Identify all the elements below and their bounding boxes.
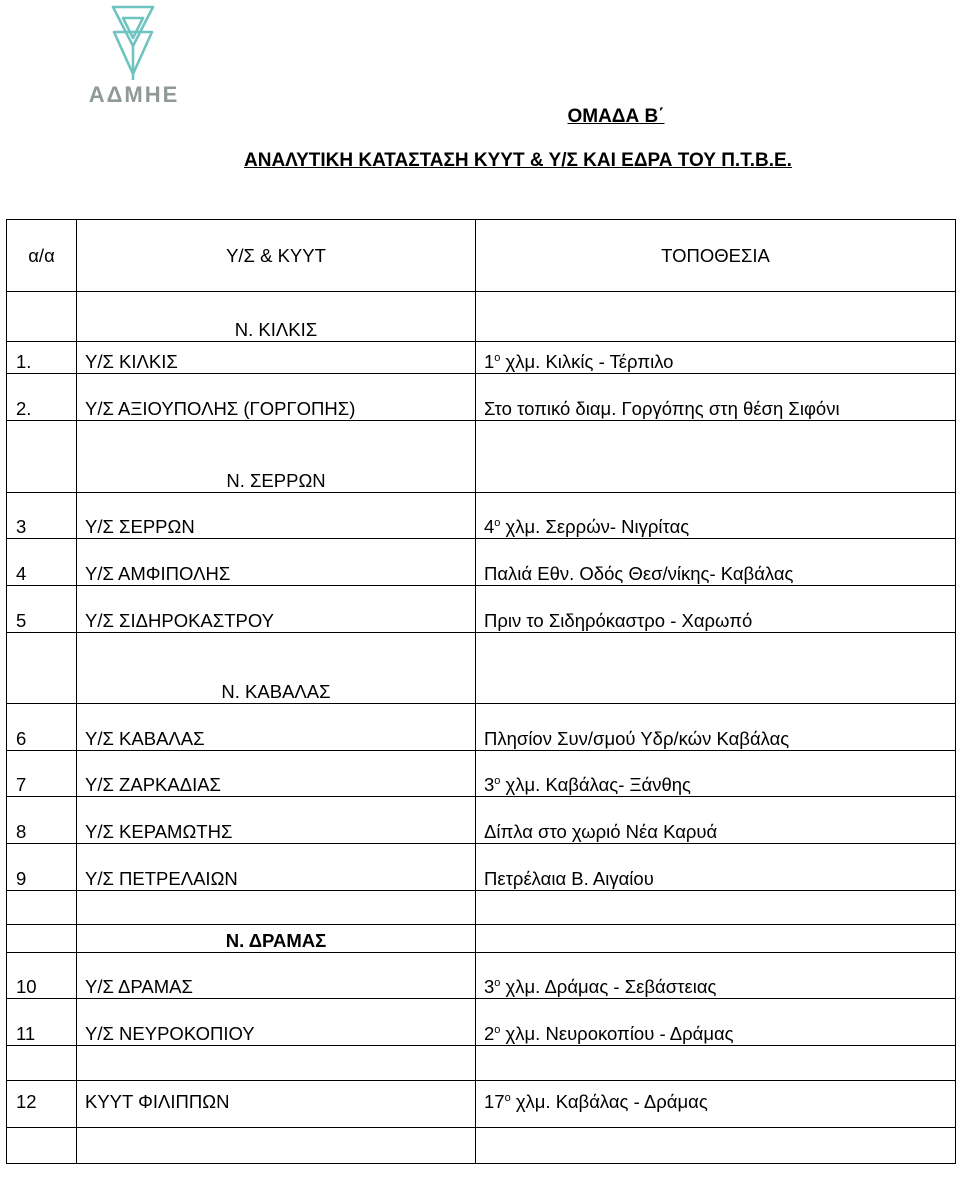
row-name: Υ/Σ ΔΡΑΜΑΣ [77, 953, 476, 999]
row-name: Υ/Σ ΚΙΛΚΙΣ [77, 342, 476, 374]
row-location: $3^o$ χλμ. Δράμας - Σεβάστειας [476, 953, 956, 999]
row-num: 6 [7, 704, 77, 751]
row-name: Υ/Σ ΑΜΦΙΠΟΛΗΣ [77, 539, 476, 586]
section-row-drama [7, 925, 956, 953]
table-row [7, 1081, 956, 1128]
logo-text: ΑΔΜΗΕ [88, 82, 180, 107]
table-row [7, 999, 956, 1046]
row-location: $1^o$ χλμ. Κιλκίς - Τέρπιλο [476, 342, 956, 374]
section-label: Ν. ΚΙΛΚΙΣ [77, 292, 476, 342]
row-location: Στο τοπικό διαμ. Γοργόπης στη θέση Σιφόνι [476, 374, 956, 421]
row-num: 2. [7, 374, 77, 421]
row-num: 12 [7, 1081, 77, 1128]
row-location: Πριν το Σιδηρόκαστρο - Χαρωπό [476, 586, 956, 633]
logo-mark-icon [110, 4, 156, 82]
table-row [7, 797, 956, 844]
row-num: 1. [7, 342, 77, 374]
row-name: Υ/Σ ΖΑΡΚΑΔΙΑΣ [77, 751, 476, 797]
section-label: Ν. ΣΕΡΡΩΝ [77, 421, 476, 493]
company-logo [82, 4, 186, 107]
row-name: Υ/Σ ΚΕΡΑΜΩΤΗΣ [77, 797, 476, 844]
row-num: 3 [7, 493, 77, 539]
row-location: Πλησίον Συν/σμού Υδρ/κών Καβάλας [476, 704, 956, 751]
page-title: ΟΜΑΔΑ Β΄ [567, 106, 665, 127]
table-row [7, 539, 956, 586]
page-subtitle: ΑΝΑΛΥΤΙΚΗ ΚΑΤΑΣΤΑΣΗ ΚΥΥΤ & Υ/Σ ΚΑΙ ΕΔΡΑ ΤΟΥ Π.Τ.Β.Ε. [244, 150, 792, 171]
section-label: Ν. ΚΑΒΑΛΑΣ [77, 633, 476, 704]
table-row [7, 751, 956, 797]
spacer-row [7, 891, 956, 925]
table-row [7, 586, 956, 633]
section-row-kilkis [7, 292, 956, 342]
table-row [7, 374, 956, 421]
header-name: Υ/Σ & ΚΥΥΤ [77, 220, 476, 292]
table-header-row [7, 220, 956, 292]
header-num: α/α [7, 220, 77, 292]
row-location: Παλιά Εθν. Οδός Θεσ/νίκης- Καβάλας [476, 539, 956, 586]
section-row-kavala [7, 633, 956, 704]
row-name: Υ/Σ ΣΕΡΡΩΝ [77, 493, 476, 539]
row-num: 9 [7, 844, 77, 891]
row-name: Υ/Σ ΚΑΒΑΛΑΣ [77, 704, 476, 751]
row-location: Δίπλα στο χωριό Νέα Καρυά [476, 797, 956, 844]
table-row [7, 704, 956, 751]
row-location: $2^o$ χλμ. Νευροκοπίου - Δράμας [476, 999, 956, 1046]
spacer-row [7, 1128, 956, 1164]
section-label: Ν. ΔΡΑΜΑΣ [77, 925, 476, 953]
row-num: 8 [7, 797, 77, 844]
row-location: $3^o$ χλμ. Καβάλας- Ξάνθης [476, 751, 956, 797]
table-row [7, 953, 956, 999]
row-num: 11 [7, 999, 77, 1046]
table-row [7, 342, 956, 374]
row-num: 10 [7, 953, 77, 999]
row-location: $17^o$ χλμ. Καβάλας - Δράμας [476, 1081, 956, 1128]
substations-table [6, 219, 956, 1164]
section-row-serres [7, 421, 956, 493]
header-location: ΤΟΠΟΘΕΣΙΑ [476, 220, 956, 292]
row-num: 4 [7, 539, 77, 586]
row-name: Υ/Σ ΠΕΤΡΕΛΑΙΩΝ [77, 844, 476, 891]
row-num: 5 [7, 586, 77, 633]
row-location: Πετρέλαια Β. Αιγαίου [476, 844, 956, 891]
row-name: Υ/Σ ΑΞΙΟΥΠΟΛΗΣ (ΓΟΡΓΟΠΗΣ) [77, 374, 476, 421]
row-name: Υ/Σ ΝΕΥΡΟΚΟΠΙΟΥ [77, 999, 476, 1046]
row-name: ΚΥΥΤ ΦΙΛΙΠΠΩΝ [77, 1081, 476, 1128]
spacer-row [7, 1046, 956, 1081]
row-num: 7 [7, 751, 77, 797]
table-row [7, 493, 956, 539]
row-name: Υ/Σ ΣΙΔΗΡΟΚΑΣΤΡΟΥ [77, 586, 476, 633]
table-row [7, 844, 956, 891]
row-location: $4^o$ χλμ. Σερρών- Νιγρίτας [476, 493, 956, 539]
